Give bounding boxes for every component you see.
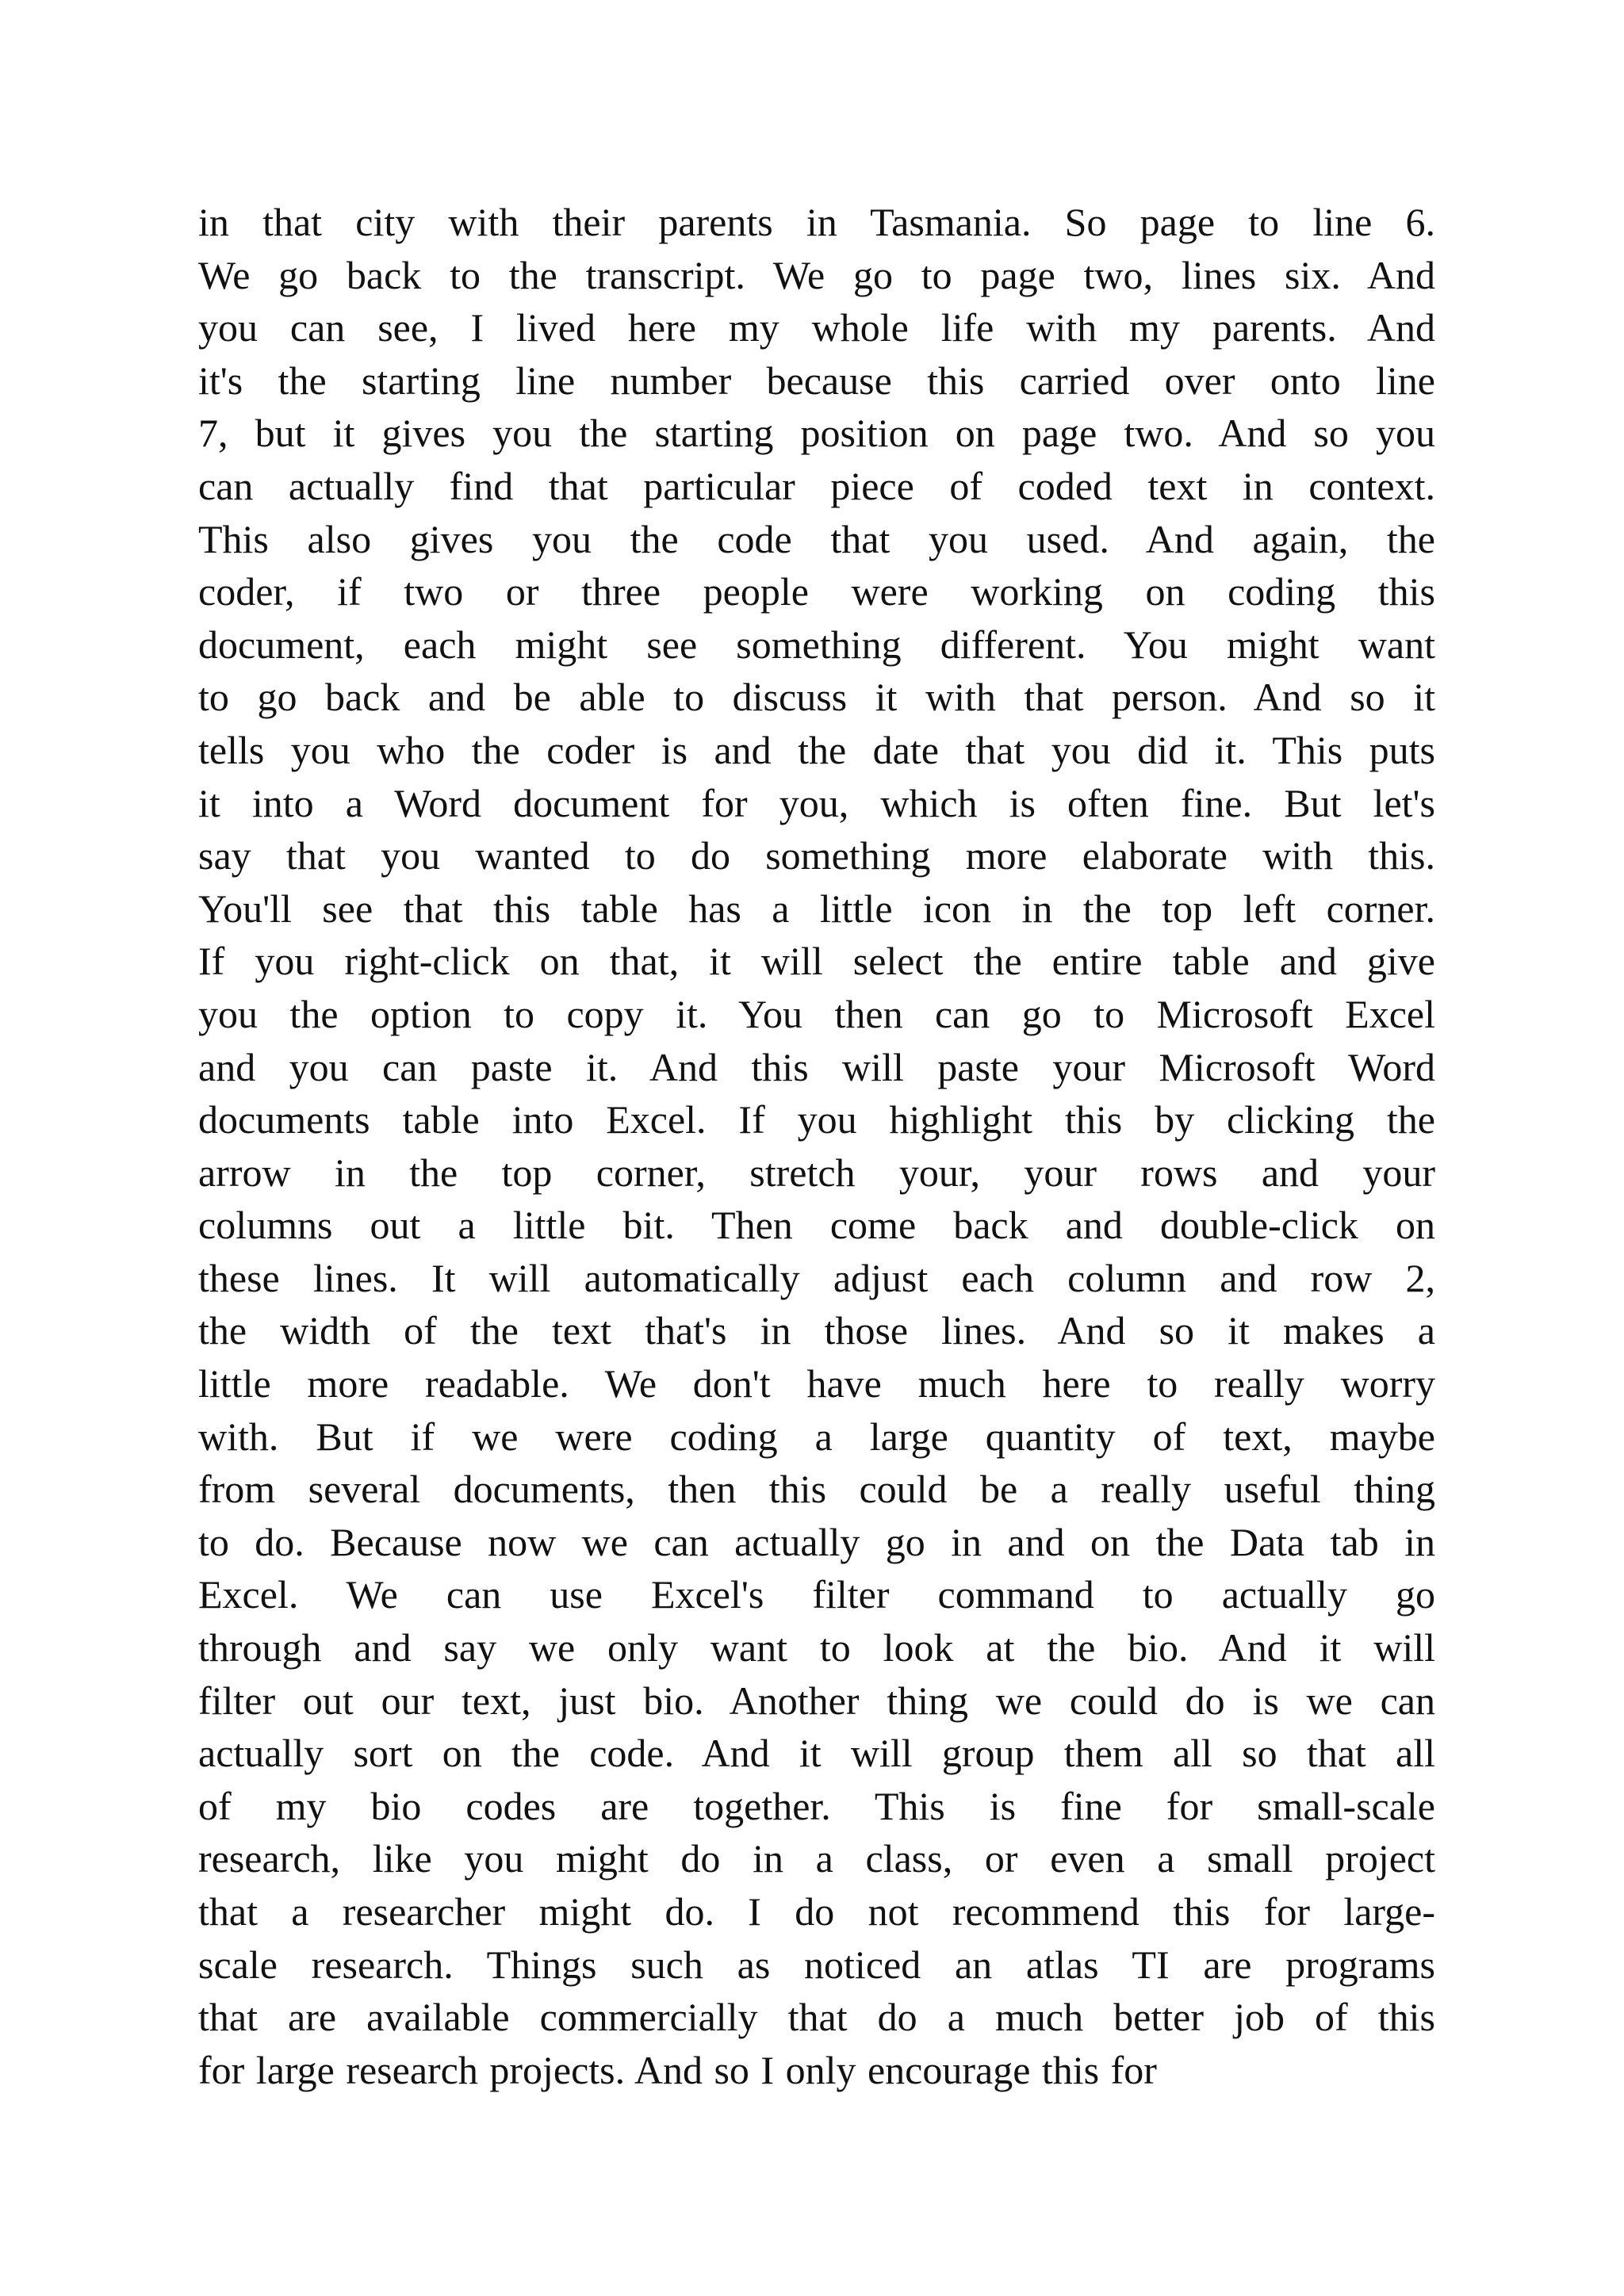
text-line: This also gives you the code that you used. And again, the	[198, 516, 1435, 561]
text-line: of my bio codes are together. This is fine for small-scale	[198, 1783, 1435, 1828]
text-line: you the option to copy it. You then can go to Microsoft Excel	[198, 991, 1435, 1036]
text-line: and you can paste it. And this will paste your Microsoft Word	[198, 1044, 1435, 1089]
text-line: these lines. It will automatically adjust each column and row 2,	[198, 1255, 1435, 1300]
text-line: columns out a little bit. Then come back and double-click on	[198, 1203, 1435, 1248]
body-text	[198, 196, 1435, 2096]
text-line: with. But if we were coding a large quantity of text, maybe	[198, 1414, 1435, 1459]
text-line: say that you wanted to do something more elaborate with this.	[198, 833, 1435, 878]
text-line: You'll see that this table has a little icon in the top left corner.	[198, 886, 1435, 931]
text-line: Excel. We can use Excel's filter command to actually go	[198, 1572, 1435, 1617]
text-line: from several documents, then this could be a really useful thing	[198, 1467, 1435, 1512]
text-line: research, like you might do in a class, or even a small project	[198, 1836, 1435, 1881]
text-line: 7, but it gives you the starting position on page two. And so you	[198, 411, 1435, 456]
text-line: scale research. Things such as noticed an atlas TI are programs	[198, 1942, 1435, 1987]
text-line: actually sort on the code. And it will group them all so that all	[198, 1731, 1435, 1776]
text-line: through and say we only want to look at the bio. And it will	[198, 1625, 1435, 1670]
text-line: for large research projects. And so I only encourage this for	[198, 2047, 1157, 2092]
text-line: arrow in the top corner, stretch your, your rows and your	[198, 1150, 1435, 1195]
text-line: you can see, I lived here my whole life with my parents. And	[198, 305, 1435, 350]
text-line: to do. Because now we can actually go in and on the Data tab in	[198, 1519, 1435, 1564]
text-line: documents table into Excel. If you highlight this by clicking the	[198, 1097, 1435, 1142]
text-line: If you right-click on that, it will select the entire table and give	[198, 939, 1435, 984]
text-line: little more readable. We don't have much here to really worry	[198, 1361, 1435, 1406]
text-line: in that city with their parents in Tasmania. So page to line 6.	[198, 200, 1435, 244]
text-line: document, each might see something different. You might want	[198, 622, 1435, 667]
text-line: filter out our text, just bio. Another thing we could do is we can	[198, 1678, 1435, 1723]
text-line: can actually find that particular piece of coded text in context.	[198, 463, 1435, 508]
text-line: it into a Word document for you, which is often fine. But let's	[198, 780, 1435, 825]
text-line: the width of the text that's in those lines. And so it makes a	[198, 1308, 1435, 1353]
text-line: coder, if two or three people were working on coding this	[198, 569, 1435, 614]
text-line: that a researcher might do. I do not recommend this for large-	[198, 1889, 1435, 1934]
text-line: We go back to the transcript. We go to page two, lines six. And	[198, 252, 1435, 297]
text-line: it's the starting line number because this carried over onto line	[198, 358, 1435, 403]
text-line: that are available commercially that do a much better job of this	[198, 1995, 1435, 2040]
text-line: to go back and be able to discuss it with that person. And so it	[198, 675, 1435, 720]
text-line: tells you who the coder is and the date that you did it. This puts	[198, 727, 1435, 772]
